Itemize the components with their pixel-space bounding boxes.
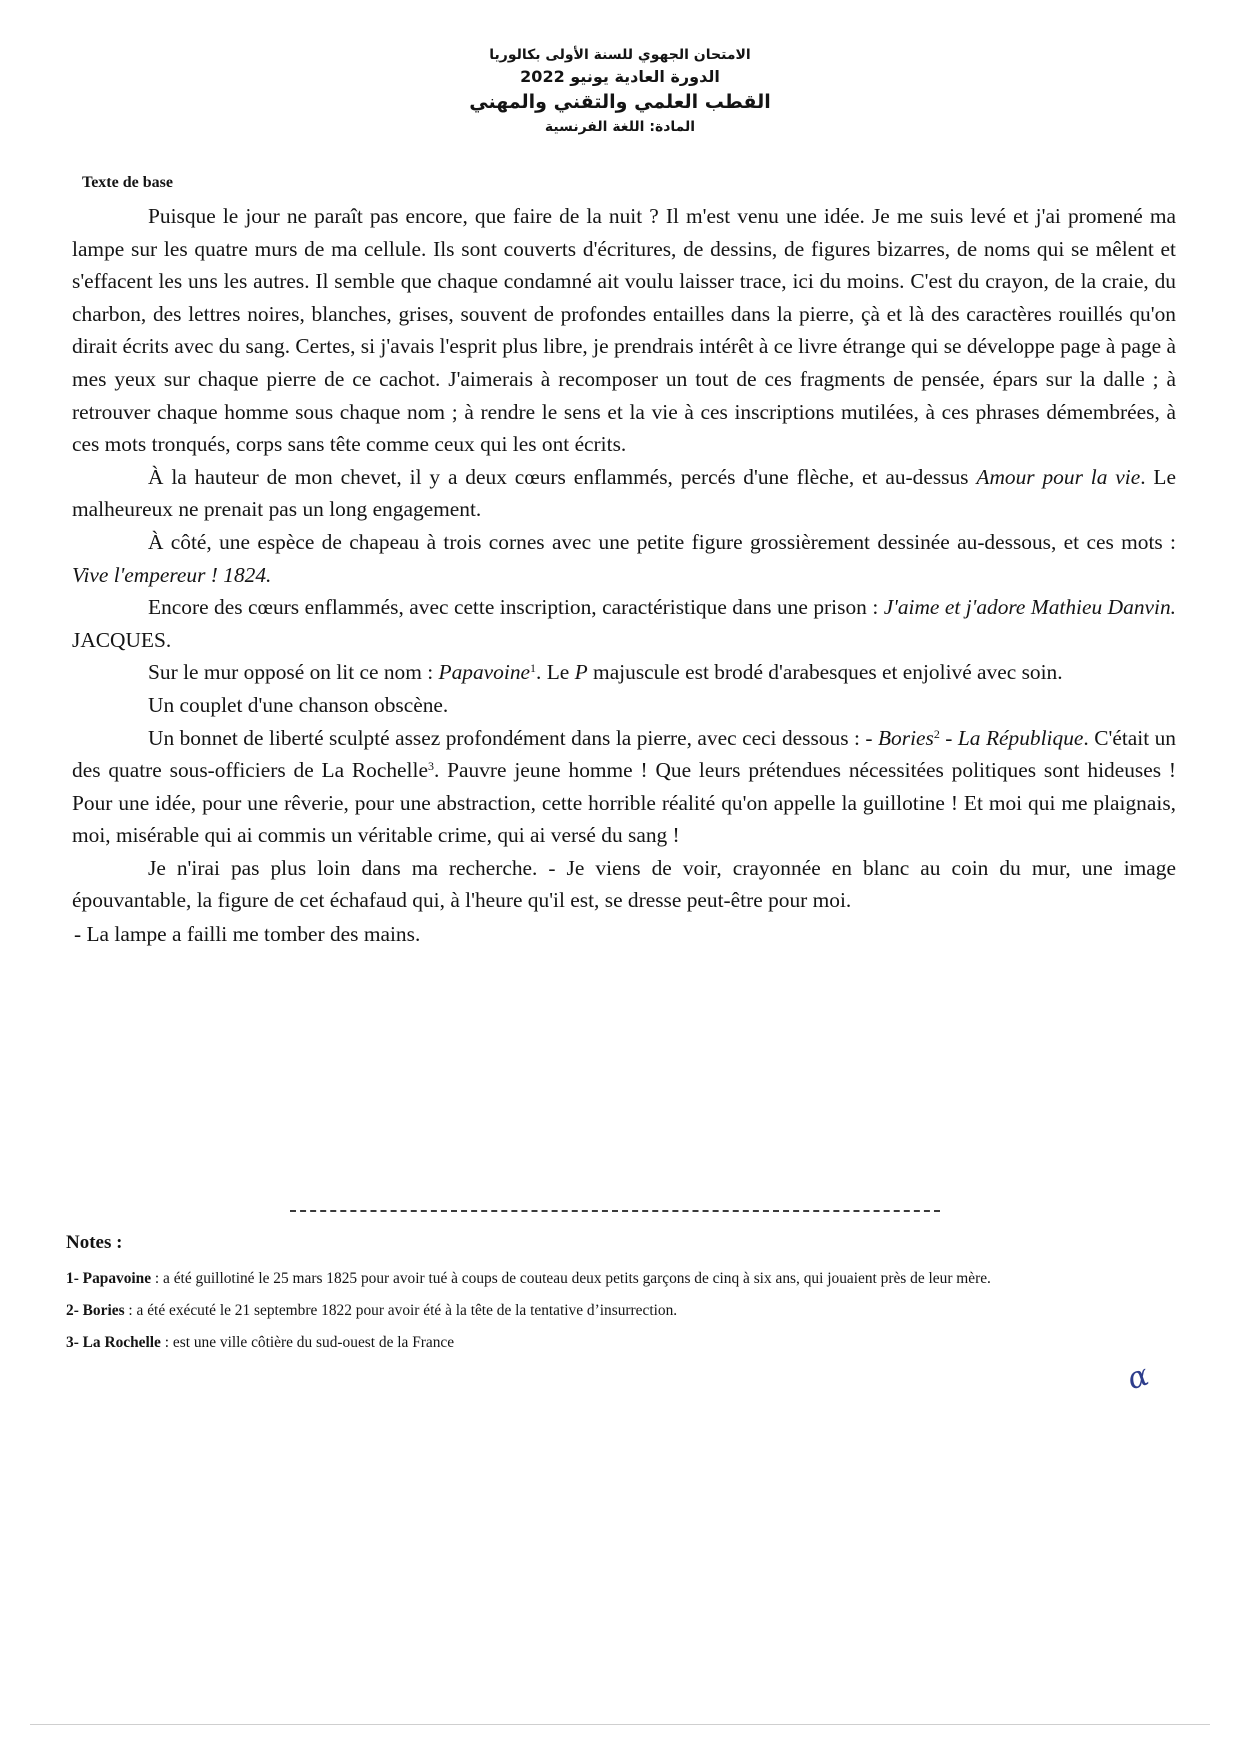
note-1-label: 1- Papavoine [66,1270,152,1287]
paragraph-6: Un couplet d'une chanson obscène. [148,692,449,717]
paragraph-1: Puisque le jour ne paraît pas encore, que faire de la nuit ? Il m'est venu une idée. Je me suis levé et j'ai promené ma lampe sur les quatre murs de ma cellule. Ils sont couverts d'écritures, de dessins, de figures bizarres, de noms qui se mêlent et s'effacent les uns les autres. Il semble que chaque condamné ait voulu laisser trace, ici du moins. C'est du crayon, de la craie, du charbon, des lettres noires, blanches, grises, souvent de profondes entailles dans la pierre, çà et là des caractères rouillés qu'on dirait écrits avec du sang. Certes, si j'avais l'esprit plus libre, je prendrais intérêt à ce livre étrange qui se développe page à page à mes yeux sur chaque pierre de ce cachot. J'aimerais à recomposer un tout de ces fragments de pensée, épars sur la dalle ; à retrouver chaque homme sous chaque nom ; à rendre le sens et la vie à ces inscriptions mutilées, à ces phrases démembrées, à ces mots tronqués, corps sans tête comme ceux qui les ont écrits. [72,204,1176,457]
footnote-ref-1: 1 [530,661,537,676]
base-text [72,200,1176,951]
paragraph-4 [72,591,1176,656]
notes-list [66,1267,1166,1363]
paragraph-7-dash: - [939,725,958,750]
inscription-jaime: J'aime et j'adore Mathieu Danvin. [883,595,1176,620]
paragraph-7-end: . Pauvre jeune homme ! Que leurs prétendues nécessitées politiques sont hideuses ! Pour une idée, pour une rêverie, pour une abstraction, cette horrible réalité qu'on appelle la guillotine ! Et moi qui me plaignais, moi, misérable qui ai commis un véritable crime, qui ai versé du sang ! [72,758,1176,848]
exam-subject: المادة: اللغة الفرنسية [544,119,696,135]
note-3 [66,1331,1166,1354]
note-3-label: 3- La Rochelle [66,1334,161,1351]
paragraph-5-start: Sur le mur opposé on lit ce nom : [148,660,439,685]
exam-session: الدورة العادية يونيو 2022 [520,67,720,86]
inscription-empereur: Vive l'empereur ! 1824. [72,562,272,587]
letter-p: P [574,660,588,685]
inscription-papavoine: Papavoine [438,660,531,685]
footnote-ref-3: 3 [427,759,434,774]
inscription-bories: Bories [877,725,934,750]
paragraph-5 [72,656,1176,689]
paragraph-7-mid: . C'était un des quatre sous-officiers de La Rochelle [72,725,1177,783]
notes-title: Notes : [66,1232,123,1253]
note-3-text: : est une ville côtière du sud-ouest de la France [160,1334,455,1351]
paragraph-7-start: Un bonnet de liberté sculpté assez profondément dans la pierre, avec ceci dessous : - [148,725,878,750]
paragraph-7 [72,722,1176,852]
section-label: Texte de base [82,174,173,191]
handwritten-mark: α [1123,1357,1154,1398]
paragraph-5-mid: . Le [536,660,575,685]
paragraph-4-end: JACQUES. [72,627,172,652]
paragraph-3 [72,526,1176,591]
exam-header [0,44,1240,138]
inscription-republique: La République [957,725,1084,750]
note-2 [66,1299,1166,1322]
paragraph-9: - La lampe a failli me tomber des mains. [74,922,421,947]
paragraph-3-start: À côté, une espèce de chapeau à trois cornes avec une petite figure grossièrement dessinée au-dessous, et ces mots : [148,529,1176,554]
paragraph-2-end: . Le malheureux ne prenait pas un long engagement. [72,464,1176,522]
footnote-ref-2: 2 [933,726,940,741]
paragraph-2-start: À la hauteur de mon chevet, il y a deux cœurs enflammés, percés d'une flèche, et au-dessus [148,464,977,489]
exam-branch: القطب العلمي والتقني والمهني [469,91,771,113]
note-1 [66,1267,1166,1290]
dashed-separator [290,1210,940,1212]
paragraph-5-end: majuscule est brodé d'arabesques et enjolivé avec soin. [587,660,1063,685]
paragraph-4-start: Encore des cœurs enflammés, avec cette inscription, caractéristique dans une prison : [148,595,884,620]
inscription-amour: Amour pour la vie [976,464,1141,489]
scan-edge-line [30,1724,1210,1725]
note-2-label: 2- Bories [66,1302,125,1319]
exam-title: الامتحان الجهوي للسنة الأولى بكالوريا [489,47,751,63]
note-1-text: : a été guillotiné le 25 mars 1825 pour avoir tué à coups de couteau deux petits garçons de cinq à six ans, qui jouaient près de leur mère. [151,1270,991,1287]
note-2-text: : a été exécuté le 21 septembre 1822 pour avoir été à la tête de la tentative d’insurrection. [124,1302,678,1319]
paragraph-8: Je n'irai pas plus loin dans ma recherche. - Je viens de voir, crayonnée en blanc au coin du mur, une image épouvantable, la figure de cet échafaud qui, à l'heure qu'il est, se dresse peut-être pour moi. [72,855,1176,913]
paragraph-2 [72,461,1176,526]
